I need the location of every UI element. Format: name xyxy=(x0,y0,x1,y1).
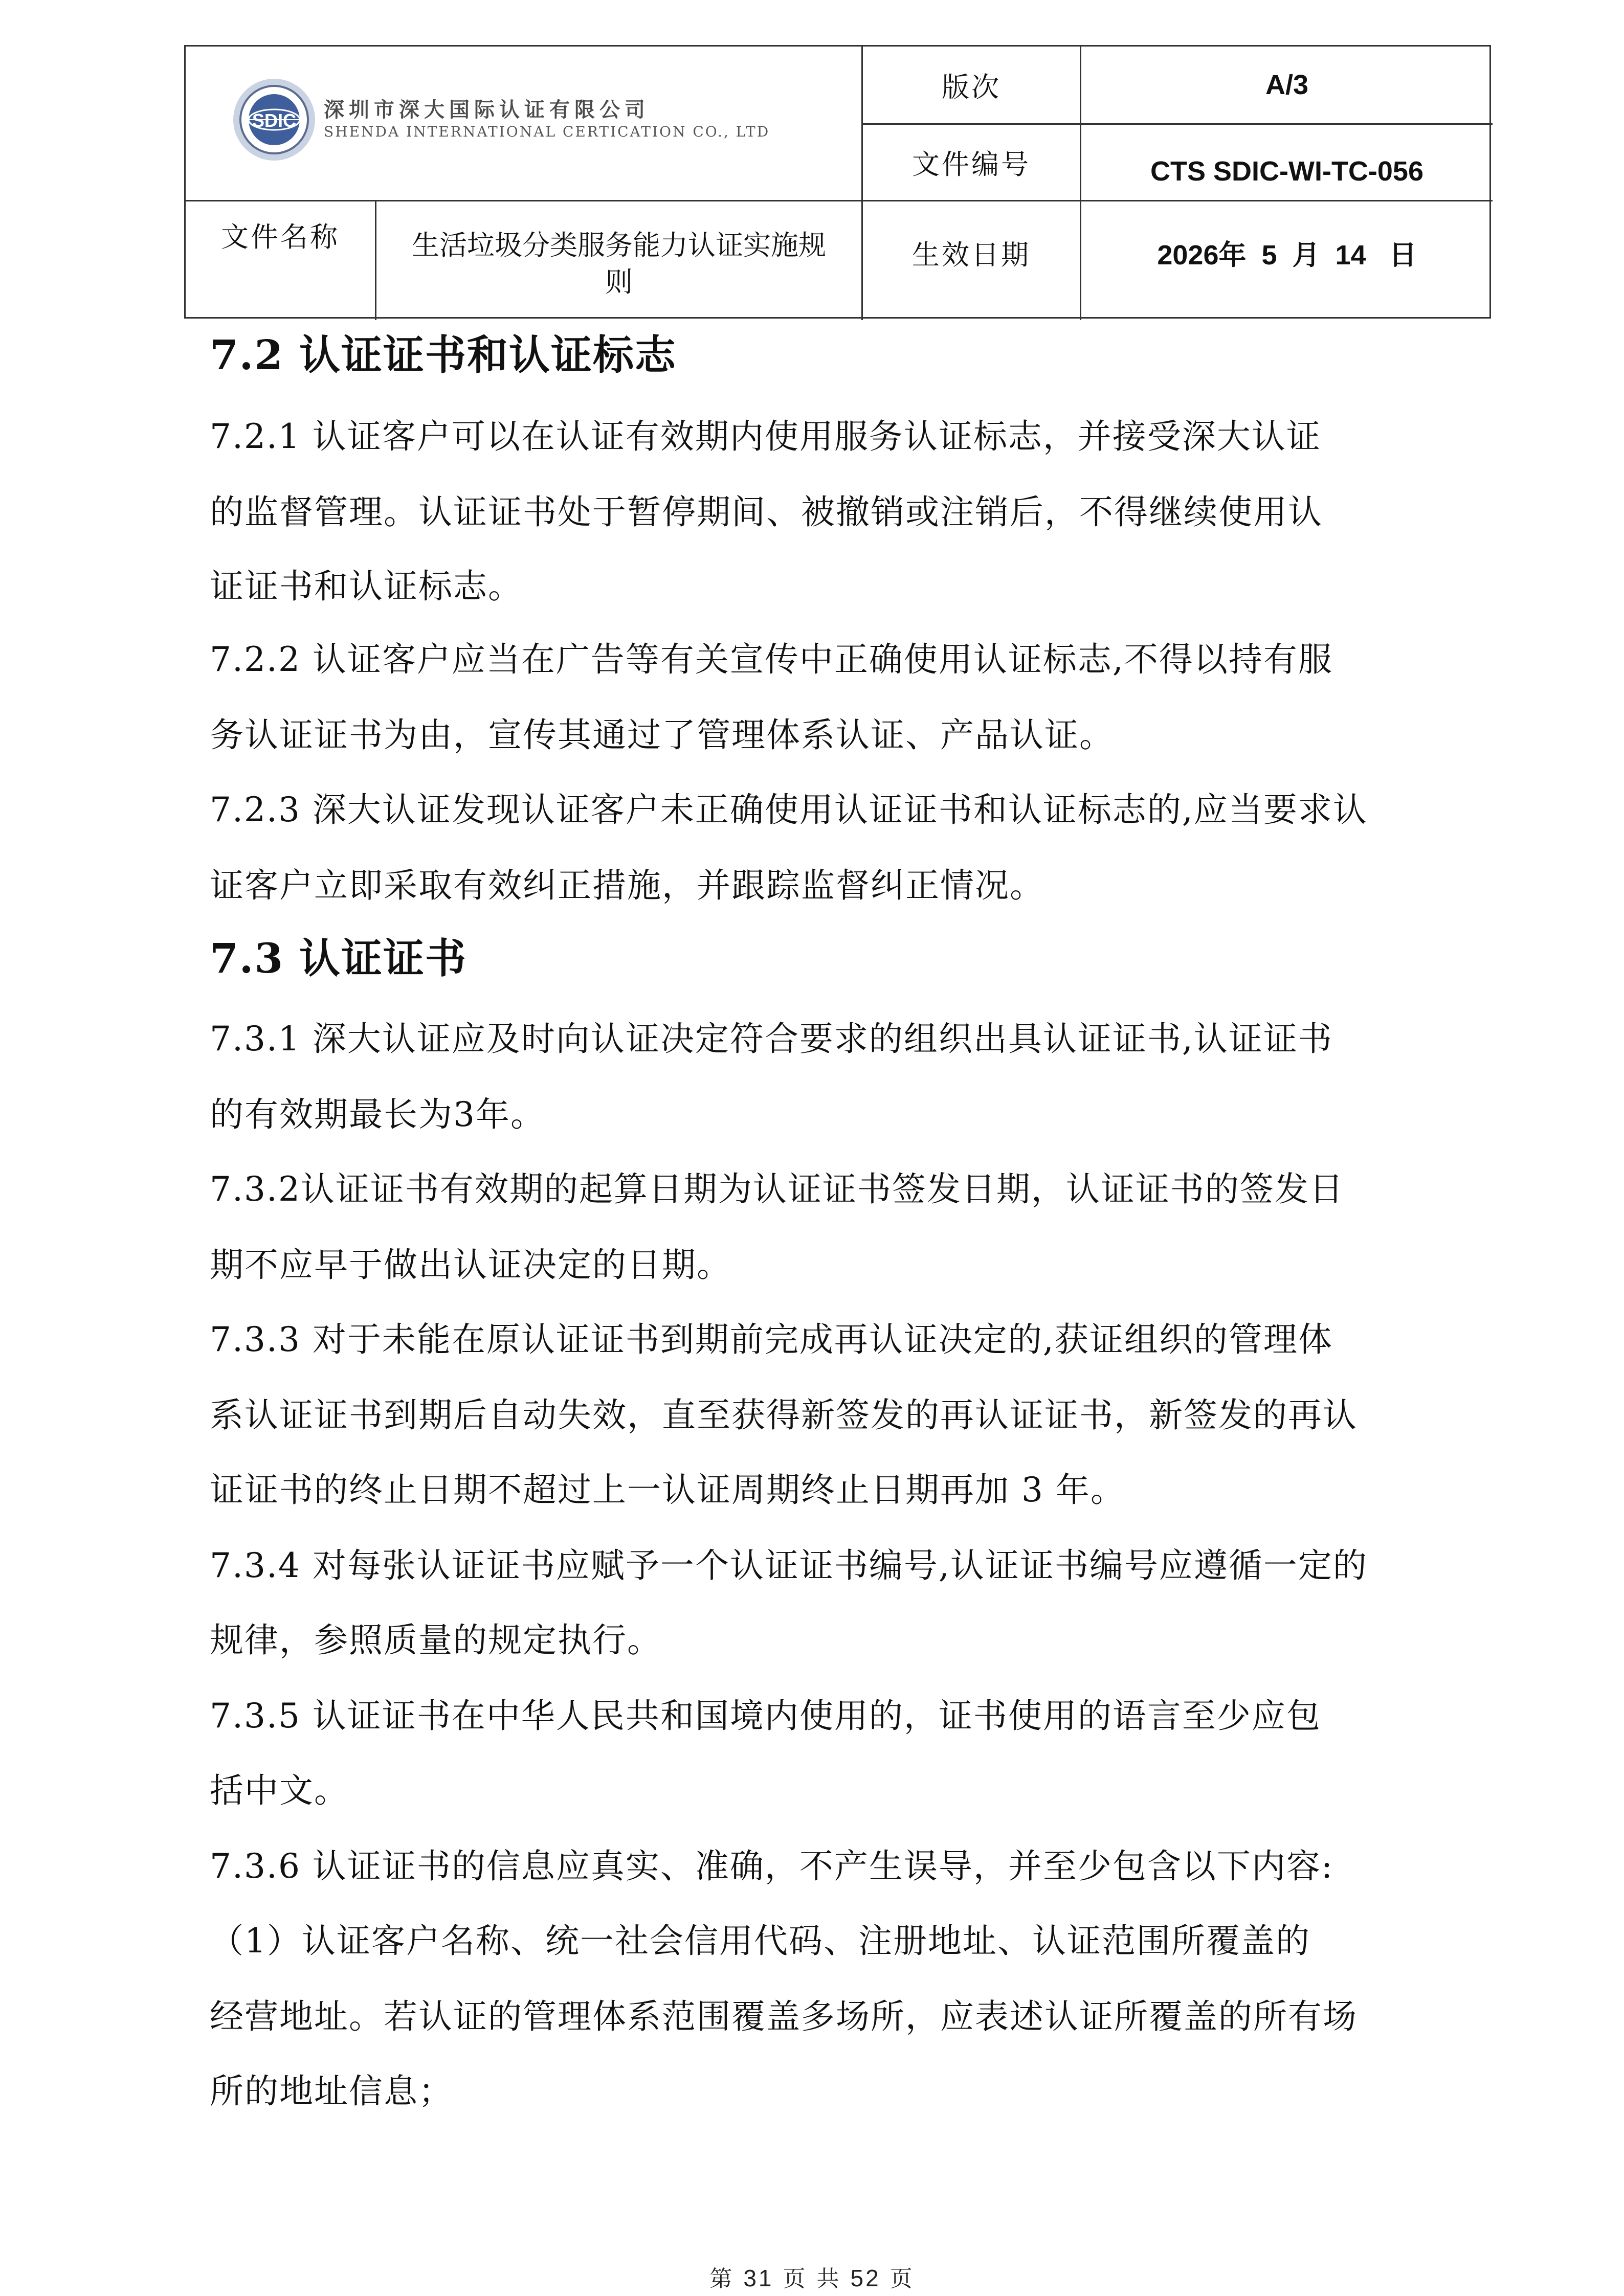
logo-text: SDIC xyxy=(252,110,297,131)
page-footer xyxy=(0,2260,1624,2293)
doc-number-label: 文件编号 xyxy=(912,148,1031,181)
paragraph-line: 7.3.1 深大认证应及时向认证决定符合要求的组织出具认证证书,认证证书 xyxy=(210,1019,1333,1059)
paragraph-line: 7.2.2 认证客户应当在广告等有关宣传中正确使用认证标志,不得以持有服 xyxy=(210,640,1333,679)
version-label: 版次 xyxy=(942,71,1001,103)
paragraph-line: 7.3.2认证证书有效期的起算日期为认证证书签发日期，认证证书的签发日 xyxy=(210,1169,1344,1209)
paragraph-line: 规律，参照质量的规定执行。 xyxy=(210,1620,662,1660)
version-value: A/3 xyxy=(1265,70,1309,100)
footer-middle: 页 共 xyxy=(783,2266,841,2292)
footer-prefix: 第 xyxy=(709,2266,735,2292)
effective-date-label: 生效日期 xyxy=(912,238,1031,271)
paragraph-line: 7.2.3 深大认证发现认证客户未正确使用认证证书和认证标志的,应当要求认 xyxy=(210,790,1368,829)
effective-date-value: 2026年 5 月 14 日 xyxy=(1157,239,1417,271)
company-name-en: SHENDA INTERNATIONAL CERTICATION CO., LTD xyxy=(324,123,770,140)
paragraph-line: （1）认证客户名称、统一社会信用代码、注册地址、认证范围所覆盖的 xyxy=(210,1921,1310,1961)
doc-name-line: 则 xyxy=(605,266,633,298)
company-name-cn: 深圳市深大国际认证有限公司 xyxy=(324,98,650,122)
section-heading-7-3: 7.3 认证证书 xyxy=(210,934,468,982)
doc-name-label: 文件名称 xyxy=(221,220,340,253)
doc-name-line: 生活垃圾分类服务能力认证实施规 xyxy=(412,229,826,261)
section-heading-7-2: 7.2 认证证书和认证标志 xyxy=(210,331,677,379)
paragraph-line: 系认证证书到期后自动失效，直至获得新签发的再认证证书，新签发的再认 xyxy=(210,1395,1358,1435)
paragraph-line: 经营地址。若认证的管理体系范围覆盖多场所，应表述认证所覆盖的所有场 xyxy=(210,1997,1358,2036)
paragraph-line: 的监督管理。认证证书处于暂停期间、被撤销或注销后，不得继续使用认 xyxy=(210,492,1323,532)
paragraph-line: 证证书的终止日期不超过上一认证周期终止日期再加 3 年。 xyxy=(210,1470,1125,1510)
paragraph-line: 7.2.1 认证客户可以在认证有效期内使用服务认证标志，并接受深大认证 xyxy=(210,417,1321,456)
current-page-number: 31 xyxy=(743,2265,774,2291)
paragraph-line: 7.3.4 对每张认证证书应赋予一个认证证书编号,认证证书编号应遵循一定的 xyxy=(210,1546,1368,1585)
paragraph-line: 所的地址信息； xyxy=(210,2072,453,2111)
paragraph-line: 的有效期最长为3年。 xyxy=(210,1095,545,1134)
footer-suffix: 页 xyxy=(889,2266,915,2292)
document-header-table xyxy=(184,45,1491,319)
paragraph-line: 括中文。 xyxy=(210,1771,349,1810)
paragraph-line: 务认证证书为由，宣传其通过了管理体系认证、产品认证。 xyxy=(210,715,1114,755)
paragraph-line: 7.3.5 认证证书在中华人民共和国境内使用的，证书使用的语言至少应包 xyxy=(210,1696,1321,1736)
paragraph-line: 7.3.3 对于未能在原认证证书到期前完成再认证决定的,获证组织的管理体 xyxy=(210,1320,1333,1359)
paragraph-line: 7.3.6 认证证书的信息应真实、准确，不产生误导，并至少包含以下内容: xyxy=(210,1847,1334,1886)
paragraph-line: 证客户立即采取有效纠正措施，并跟踪监督纠正情况。 xyxy=(210,866,1044,905)
doc-number-value: CTS SDIC-WI-TC-056 xyxy=(1150,155,1423,187)
paragraph-line: 证证书和认证标志。 xyxy=(210,567,523,606)
total-page-count: 52 xyxy=(850,2265,881,2291)
paragraph-line: 期不应早于做出认证决定的日期。 xyxy=(210,1245,731,1285)
doc-name-value xyxy=(376,215,861,312)
